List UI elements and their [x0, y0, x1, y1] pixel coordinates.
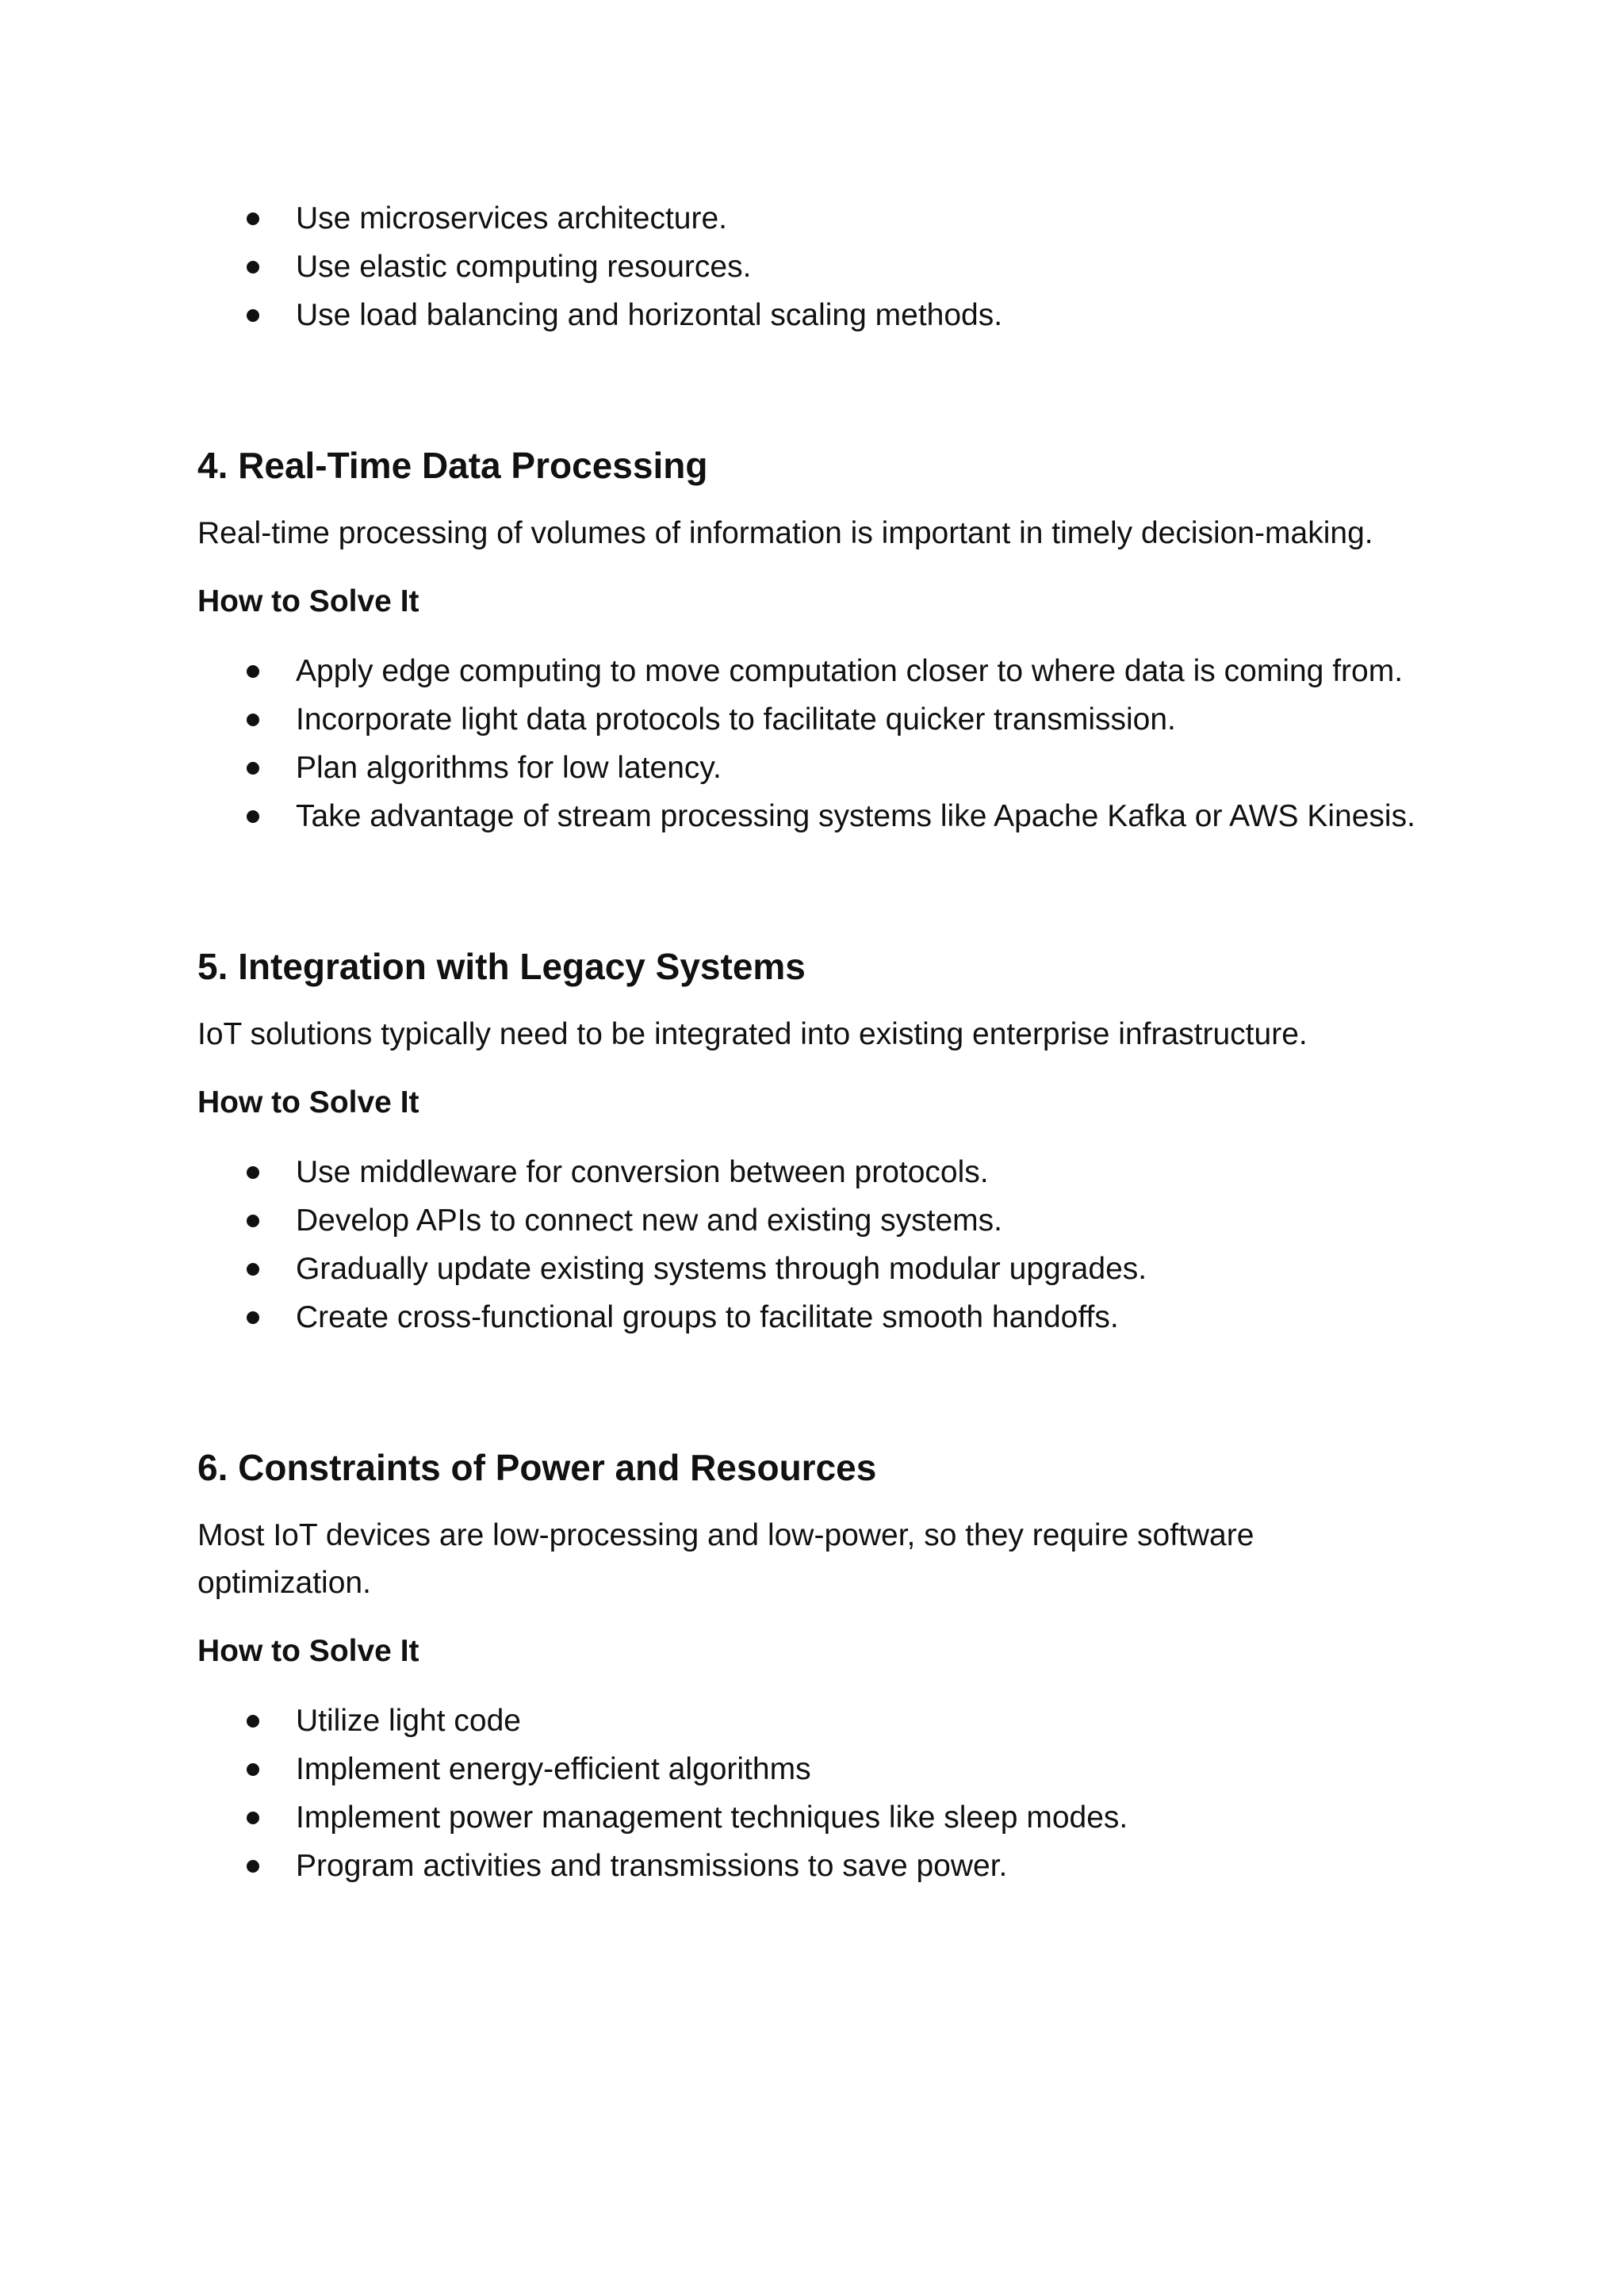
list-item-text: Use load balancing and horizontal scaling methods.	[296, 298, 1003, 332]
bullet-icon	[247, 1715, 259, 1728]
list-item-text: Use middleware for conversion between protocols.	[296, 1155, 989, 1189]
section-paragraph: IoT solutions typically need to be integrated into existing enterprise infrastructure.	[197, 1017, 1308, 1051]
list-item	[296, 243, 1434, 291]
section-heading: 6. Constraints of Power and Resources	[197, 1447, 877, 1488]
list-item	[296, 1149, 1434, 1196]
how-to-solve-label: How to Solve It	[197, 1085, 419, 1119]
list-item	[296, 648, 1434, 695]
list-item	[296, 1843, 1434, 1890]
list-item-text: Plan algorithms for low latency.	[296, 751, 722, 785]
bullet-icon	[247, 309, 259, 322]
list-item-text: Use microservices architecture.	[296, 201, 727, 235]
section-power-resource-constraints	[197, 1444, 1434, 1890]
list-item-text: Gradually update existing systems through modular upgrades.	[296, 1252, 1147, 1286]
list-item	[296, 1246, 1434, 1293]
list-item	[296, 292, 1434, 339]
bullet-icon	[247, 1763, 259, 1776]
section-integration-legacy-systems	[197, 943, 1434, 1341]
section-heading: 5. Integration with Legacy Systems	[197, 946, 806, 987]
bullet-icon	[247, 714, 259, 726]
list-item	[296, 1697, 1434, 1745]
section-paragraph: Most IoT devices are low-processing and low-power, so they require software optimization.	[197, 1518, 1254, 1600]
list-item	[296, 793, 1434, 840]
how-to-solve-label: How to Solve It	[197, 1634, 419, 1668]
list-item-text: Utilize light code	[296, 1704, 521, 1738]
list-item-text: Apply edge computing to move computation closer to where data is coming from.	[296, 654, 1404, 688]
intro-bullet-list	[197, 195, 1434, 339]
bullet-icon	[247, 1166, 259, 1179]
bullet-icon	[247, 261, 259, 274]
bullet-icon	[247, 1311, 259, 1324]
list-item-text: Implement energy-efficient algorithms	[296, 1752, 811, 1786]
list-item-text: Implement power management techniques like sleep modes.	[296, 1800, 1128, 1835]
solution-bullet-list	[197, 648, 1434, 840]
bullet-icon	[247, 762, 259, 775]
section-heading: 4. Real-Time Data Processing	[197, 445, 708, 486]
list-item	[296, 696, 1434, 744]
solution-bullet-list	[197, 1149, 1434, 1341]
list-item	[296, 1294, 1434, 1341]
section-real-time-data-processing	[197, 442, 1434, 840]
bullet-icon	[247, 665, 259, 678]
section-paragraph: Real-time processing of volumes of information is important in timely decision-making.	[197, 516, 1373, 550]
solution-bullet-list	[197, 1697, 1434, 1890]
list-item-text: Program activities and transmissions to save power.	[296, 1849, 1008, 1883]
list-item	[296, 1794, 1434, 1842]
list-item	[296, 195, 1434, 243]
list-item	[296, 744, 1434, 792]
list-item-text: Use elastic computing resources.	[296, 250, 752, 284]
bullet-icon	[247, 1812, 259, 1824]
list-item-text: Incorporate light data protocols to facilitate quicker transmission.	[296, 702, 1176, 737]
list-item-text: Create cross-functional groups to facilitate smooth handoffs.	[296, 1300, 1119, 1334]
bullet-icon	[247, 1860, 259, 1873]
list-item-text: Develop APIs to connect new and existing systems.	[296, 1203, 1002, 1238]
how-to-solve-label: How to Solve It	[197, 584, 419, 618]
list-item-text: Take advantage of stream processing systems like Apache Kafka or AWS Kinesis.	[296, 799, 1415, 833]
bullet-icon	[247, 810, 259, 823]
bullet-icon	[247, 1263, 259, 1276]
bullet-icon	[247, 212, 259, 225]
list-item	[296, 1197, 1434, 1245]
document-content	[197, 195, 1434, 1891]
list-item	[296, 1746, 1434, 1793]
bullet-icon	[247, 1215, 259, 1227]
